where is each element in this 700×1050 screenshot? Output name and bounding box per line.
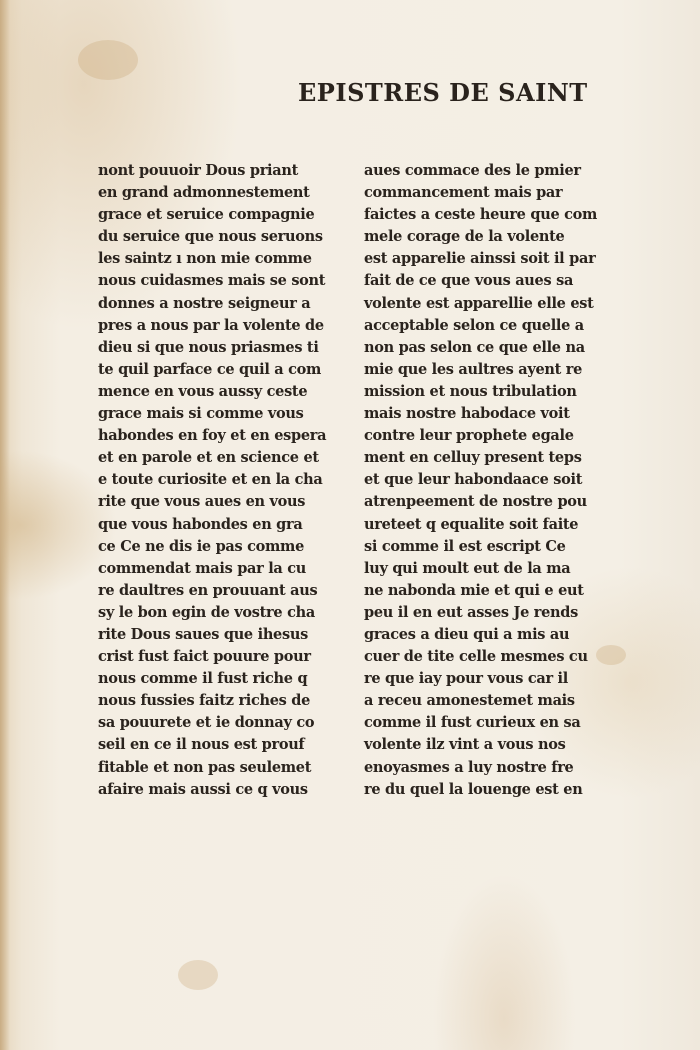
text-line: ment en celluy present teps: [364, 449, 582, 467]
running-header: EPISTRES DE SAINT: [298, 78, 588, 107]
text-line: cuer de tite celle mesmes cu: [364, 648, 588, 666]
text-column-right: [364, 160, 598, 801]
text-line: volente est apparellie elle est: [364, 294, 594, 312]
text-line: si comme il est escript Ce: [364, 537, 566, 555]
text-line: nous fussies faitz riches de: [98, 692, 311, 710]
foxing-stain: [78, 40, 138, 80]
text-line: grace et seruice compagnie: [98, 206, 315, 224]
text-line: fait de ce que vous aues sa: [364, 272, 574, 290]
text-line: du seruice que nous seruons: [98, 228, 323, 246]
text-line: graces a dieu qui a mis au: [364, 625, 570, 643]
text-line: est apparelie ainssi soit il par: [364, 250, 596, 268]
text-line: crist fust faict pouure pour: [98, 648, 311, 666]
text-line: comme il fust curieux en sa: [364, 714, 581, 732]
text-line: commancement mais par: [364, 184, 563, 202]
text-line: nont pouuoir Dous priant: [98, 162, 298, 179]
text-line: luy qui moult eut de la ma: [364, 559, 571, 577]
text-line: te quil parface ce quil a com: [98, 360, 322, 378]
text-line: re que iay pour vous car il: [364, 670, 568, 688]
text-line: ureteet q equalite soit faite: [364, 515, 579, 533]
text-line: et que leur habondaace soit: [364, 471, 583, 489]
text-line: nous cuidasmes mais se sont: [98, 272, 326, 290]
text-line: grace mais si comme vous: [98, 405, 304, 423]
text-line: habondes en foy et en espera: [98, 427, 327, 445]
text-line: re du quel la louenge est en: [364, 780, 583, 798]
text-line: sy le bon egin de vostre cha: [98, 603, 315, 621]
text-line: volente ilz vint a vous nos: [364, 736, 566, 754]
text-line: afaire mais aussi ce q vous: [98, 780, 308, 798]
text-line: mele corage de la volente: [364, 228, 565, 246]
text-line: que vous habondes en gra: [98, 515, 303, 533]
text-line: re daultres en prouuant aus: [98, 581, 318, 599]
text-line: enoyasmes a luy nostre fre: [364, 758, 574, 776]
text-line: les saintz ı non mie comme: [98, 250, 312, 268]
text-line: mie que les aultres ayent re: [364, 360, 583, 378]
text-line: mence en vous aussy ceste: [98, 382, 308, 400]
text-column-left: [98, 160, 328, 801]
text-line: rite que vous aues en vous: [98, 493, 306, 511]
text-line: a receu amonestemet mais: [364, 692, 575, 710]
text-line: e toute curiosite et en la cha: [98, 471, 323, 489]
page-edge-shadow: [0, 0, 10, 1050]
text-line: peu il en eut asses Je rends: [364, 603, 578, 621]
text-line: sa pouurete et ie donnay co: [98, 714, 315, 732]
text-line: donnes a nostre seigneur a: [98, 294, 311, 312]
text-line: rite Dous saues que ihesus: [98, 625, 308, 643]
text-line: ne nabonda mie et qui e eut: [364, 581, 584, 599]
text-line: mission et nous tribulation: [364, 382, 577, 400]
text-line: atrenpeement de nostre pou: [364, 493, 587, 511]
text-line: dieu si que nous priasmes ti: [98, 338, 319, 356]
text-line: non pas selon ce que elle na: [364, 338, 585, 356]
text-line: commendat mais par la cu: [98, 559, 307, 577]
text-line: mais nostre habodace voit: [364, 405, 570, 423]
text-line: en grand admonnestement: [98, 184, 310, 202]
text-line: nous comme il fust riche q: [98, 670, 308, 688]
text-line: pres a nous par la volente de: [98, 316, 324, 334]
text-line: acceptable selon ce quelle a: [364, 316, 584, 334]
foxing-stain: [178, 960, 218, 990]
text-line: contre leur prophete egale: [364, 427, 574, 445]
foxing-stain: [596, 645, 626, 665]
text-line: seil en ce il nous est prouf: [98, 736, 305, 754]
text-line: aues commace des le pmier: [364, 162, 581, 179]
text-line: fitable et non pas seulemet: [98, 758, 312, 776]
text-line: ce Ce ne dis ie pas comme: [98, 537, 305, 555]
text-line: faictes a ceste heure que com: [364, 206, 598, 224]
text-line: et en parole et en science et: [98, 449, 319, 467]
